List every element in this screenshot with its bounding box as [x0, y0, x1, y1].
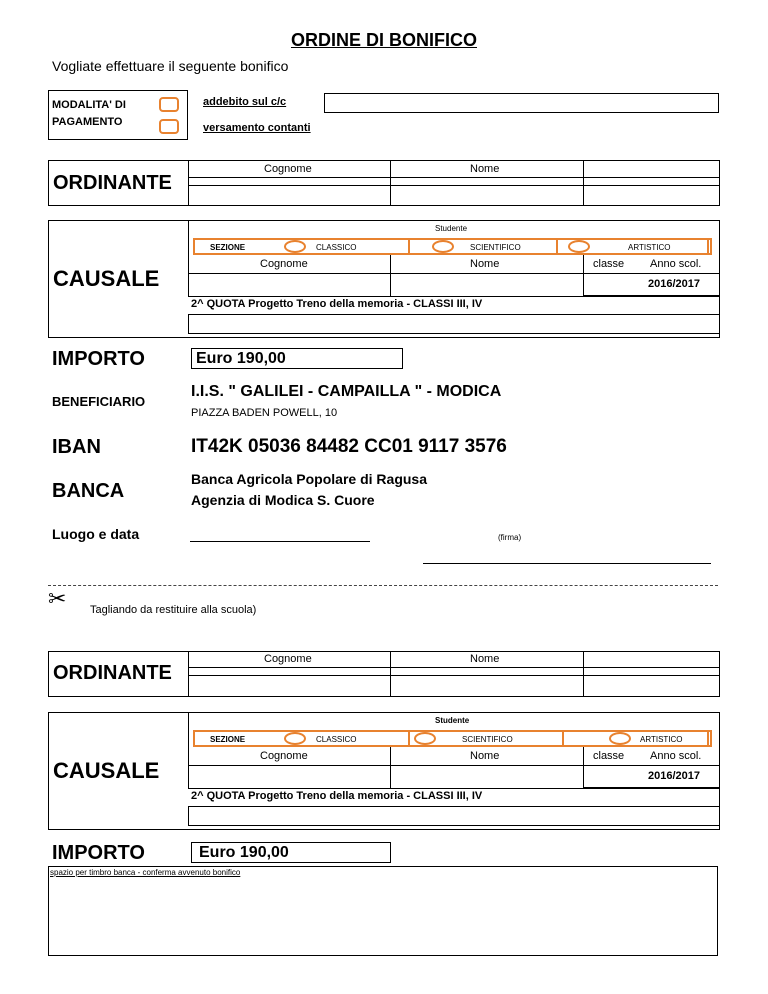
banca-label: BANCA	[52, 480, 125, 502]
importo-value-2: Euro 190,00	[199, 844, 289, 861]
artistico-radio[interactable]	[568, 240, 590, 253]
classico-radio[interactable]	[284, 240, 306, 253]
ordinante-nome-input-2[interactable]	[392, 677, 581, 695]
causale-input[interactable]	[188, 314, 720, 334]
conto-input[interactable]	[324, 93, 719, 113]
ordinante-cognome-input-2[interactable]	[190, 677, 388, 695]
modalita-label-1: MODALITA' DI	[52, 99, 126, 111]
option-contanti: versamento contanti	[203, 122, 311, 134]
classico-label: CLASSICO	[316, 243, 357, 252]
timbro-box	[48, 866, 718, 956]
classe-label: classe	[593, 258, 625, 270]
scientifico-label-2: SCIENTIFICO	[462, 735, 513, 744]
importo-value: Euro 190,00	[196, 350, 286, 367]
ordinante-label-2: ORDINANTE	[53, 662, 172, 684]
iban-label: IBAN	[52, 436, 101, 458]
classico-label-2: CLASSICO	[316, 735, 357, 744]
artistico-label-2: ARTISTICO	[640, 735, 683, 744]
causale-nome-label: Nome	[470, 258, 500, 270]
importo-label-2: IMPORTO	[52, 842, 145, 864]
intro-text: Vogliate effettuare il seguente bonifico	[52, 58, 289, 74]
firma-label: (firma)	[498, 533, 522, 542]
scientifico-radio-2[interactable]	[414, 732, 436, 745]
beneficiario-address: PIAZZA BADEN POWELL, 10	[191, 407, 338, 419]
ordinante-cognome-input[interactable]	[190, 187, 388, 204]
anno-label: Anno scol.	[650, 258, 702, 270]
luogo-data-label: Luogo e data	[52, 526, 140, 542]
luogo-data-line[interactable]	[190, 541, 370, 542]
banca-line2: Agenzia di Modica S. Cuore	[191, 492, 375, 508]
page-title: ORDINE DI BONIFICO	[290, 30, 477, 50]
classico-radio-2[interactable]	[284, 732, 306, 745]
causale-label: CAUSALE	[53, 266, 160, 291]
sezione-label-2: SEZIONE	[210, 735, 246, 744]
beneficiario-name: I.I.S. " GALILEI - CAMPAILLA " - MODICA	[191, 383, 502, 400]
sezione-label: SEZIONE	[210, 243, 246, 252]
scissors-icon: ✂	[48, 586, 67, 611]
causale-description-2: 2^ QUOTA Progetto Treno della memoria - CLASSI III, IV	[191, 790, 483, 802]
ordinante-nome-label-2: Nome	[470, 653, 500, 665]
artistico-radio-2[interactable]	[609, 732, 631, 745]
iban-value: IT42K 05036 84482 CC01 9117 3576	[191, 436, 507, 457]
tagliando-label: Tagliando da restituire alla scuola)	[90, 604, 257, 616]
ordinante-nome-label: Nome	[470, 163, 500, 175]
ordinante-label: ORDINANTE	[53, 172, 172, 194]
addebito-checkbox[interactable]	[159, 97, 179, 112]
artistico-label: ARTISTICO	[628, 243, 671, 252]
beneficiario-label: BENEFICIARIO	[52, 394, 146, 409]
scientifico-label: SCIENTIFICO	[470, 243, 521, 252]
ordinante-nome-input[interactable]	[392, 187, 581, 204]
ordinante-cognome-label-2: Cognome	[264, 653, 312, 665]
contanti-checkbox[interactable]	[159, 119, 179, 134]
anno-value: 2016/2017	[648, 278, 700, 290]
importo-label: IMPORTO	[52, 348, 145, 370]
studente-label-2: Studente	[435, 716, 470, 725]
option-addebito: addebito sul c/c	[203, 96, 287, 108]
causale-description: 2^ QUOTA Progetto Treno della memoria - CLASSI III, IV	[191, 298, 483, 310]
causale-cognome-label: Cognome	[260, 258, 308, 270]
modalita-box	[48, 90, 188, 140]
firma-line[interactable]	[423, 563, 711, 564]
banca-line1: Banca Agricola Popolare di Ragusa	[191, 471, 427, 487]
studente-label: Studente	[435, 224, 468, 233]
causale-nome-label-2: Nome	[470, 750, 500, 762]
classe-label-2: classe	[593, 750, 625, 762]
scientifico-radio[interactable]	[432, 240, 454, 253]
timbro-label: spazio per timbro banca - conferma avvenuto bonifico	[50, 868, 241, 877]
anno-label-2: Anno scol.	[650, 750, 702, 762]
causale-label-2: CAUSALE	[53, 758, 160, 783]
causale-cognome-label-2: Cognome	[260, 750, 308, 762]
anno-value-2: 2016/2017	[648, 770, 700, 782]
causale-input-2[interactable]	[188, 806, 720, 826]
cut-line	[48, 585, 718, 586]
ordinante-cognome-label: Cognome	[264, 163, 312, 175]
modalita-label-2: PAGAMENTO	[52, 116, 123, 128]
